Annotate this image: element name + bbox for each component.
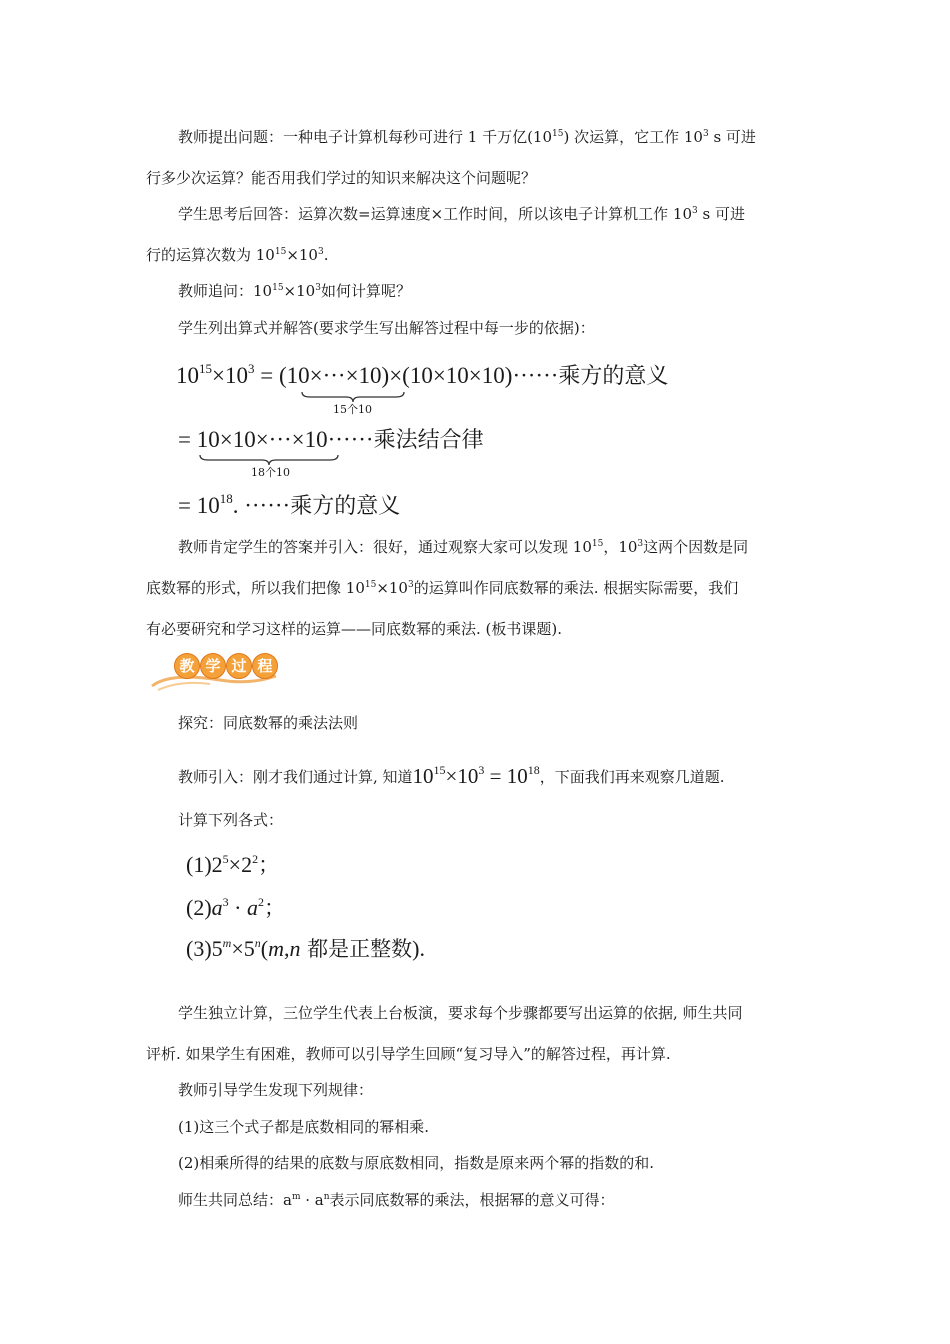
eq-text: 2 [211,852,223,877]
eq-reason: 乘方的意义 [290,494,401,519]
text: s 可进 [708,128,756,146]
superscript: 3 [222,895,229,909]
eq-text: ( [260,936,269,961]
eq-var: m [268,936,284,961]
paragraph-explore: 探究：同底数幂的乘法法则 [178,714,359,732]
superscript: 3 [407,580,414,590]
superscript: n [254,936,261,950]
paragraph-discover-rules: 教师引导学生发现下列规律： [178,1081,374,1099]
text: 这两个因数是同 [643,538,749,556]
eq-text: ×5 [231,936,255,961]
paragraph-compute: 计算下列各式： [178,811,284,829]
eq-text: ). [412,936,425,961]
paragraph-independent-calc: 学生独立计算，三位学生代表上台板演，要求每个步骤都要写出运算的依据, 师生共同 [178,1004,743,1022]
eq-text: = ( [254,363,287,388]
paragraph-question [178,127,756,147]
text: 师生共同总结：a [178,1191,292,1209]
superscript: 15 [272,283,284,293]
section-banner-teaching-process [150,650,280,692]
superscript: 3 [637,539,644,549]
paragraph-independent-calc-line2: 评析. 如果学生有困难，教师可以引导学生回顾“复习导入”的解答过程，再计算. [146,1045,671,1063]
eq-text: 5 [211,936,223,961]
text: 行的运算次数为 10 [146,246,275,264]
eq-text: ； [258,853,280,877]
superscript: m [222,936,232,950]
eq-text: 10 [412,764,434,788]
text: 教师追问：10 [178,282,273,300]
superscript: 18 [527,763,540,777]
eq-text: 10 [176,363,199,388]
paragraph-teacher-intro-line2 [146,578,738,598]
text: 学生思考后回答：运算次数=运算速度×工作时间，所以该电子计算机工作 10 [178,205,692,223]
superscript: 3 [692,206,698,216]
eq-var: a [246,895,258,920]
text: 的运算叫作同底数幂的乘法. 根据实际需要，我们 [413,579,739,597]
eq-text: ； [263,896,285,920]
text: · a [300,1191,324,1209]
banner-char: 过 [226,653,252,679]
superscript: 15 [591,539,604,549]
ex-number: (1) [186,852,212,877]
text: ) 次运算，它工作 10 [563,128,703,146]
eq-text: = 10 [178,493,220,518]
text: 如何计算呢？ [320,282,411,300]
text: ，10 [603,538,638,556]
banner-char: 程 [252,653,278,679]
text: 教师提出问题：一种电子计算机每秒可进行 1 千万亿(10 [178,128,553,146]
text: 底数幂的形式，所以我们把像 10 [146,579,365,597]
text: 教师引入：刚才我们通过计算, 知道 [178,768,413,786]
eq-text: ×10 [445,764,479,788]
eq-text: ······ [327,427,374,452]
superscript: 5 [222,852,229,866]
paragraph-teacher-intro [178,537,748,557]
paragraph-teacher-followup [178,281,411,301]
exercise-1 [186,852,279,878]
text: ，下面我们再来观察几道题. [539,768,725,786]
text: ×10 [286,246,318,264]
banner-char: 学 [200,653,226,679]
text: 表示同底数幂的乘法，根据幂的意义可得： [329,1191,615,1209]
superscript: 3 [317,247,324,257]
eq-var: a [211,895,223,920]
eq-text: ×2 [228,852,253,877]
exercise-2 [186,895,285,921]
eq-text: = [178,427,197,452]
eq-var: n [289,936,301,961]
eq-text: , [283,936,290,961]
exercise-3 [186,936,425,962]
superscript: 3 [315,283,321,293]
superscript: 2 [252,852,259,866]
superscript: 15 [364,580,377,590]
underbrace-2-label: 18个10 [251,466,290,479]
text: . [323,246,329,264]
superscript: 15 [199,361,212,376]
equation-line-1 [176,362,668,391]
superscript: 18 [219,491,233,506]
paragraph-rule-2: (2)相乘所得的结果的底数与原底数相同，指数是原来两个幂的指数的和. [178,1154,655,1172]
text: ×10 [376,579,408,597]
eq-text: )×(10×10×10)······ [381,363,559,388]
paragraph-student-answer-line2 [146,245,328,265]
eq-text: 都是正整数 [300,937,413,961]
equation-line-2 [178,426,484,455]
text: 教师肯定学生的答案并引入：很好，通过观察大家可以发现 10 [178,538,592,556]
eq-text: · [228,895,247,920]
text: s 可进 [697,205,745,223]
paragraph-question-line2: 行多少次运算？能否用我们学过的知识来解决这个问题呢？ [146,169,537,187]
equation-line-3 [178,492,400,521]
superscript: 3 [478,763,485,777]
paragraph-teacher-lead [178,763,725,788]
inline-equation [413,764,540,788]
paragraph-teacher-intro-line3: 有必要研究和学习这样的运算——同底数幂的乘法. (板书课题). [146,620,563,638]
eq-text: ×10 [212,363,248,388]
eq-reason: 乘法结合律 [373,428,484,453]
eq-group: 10×···×10 [286,363,382,388]
paragraph-student-answer [178,204,745,224]
superscript: 3 [247,361,255,376]
superscript: m [291,1192,301,1202]
eq-group: 10×10×···×10 [196,427,328,452]
eq-text: = 10 [484,764,528,788]
superscript: 2 [257,895,264,909]
ex-number: (3) [186,936,212,961]
superscript: 15 [433,763,446,777]
superscript: 15 [274,247,287,257]
eq-reason: 乘方的意义 [558,364,669,389]
superscript: n [323,1192,330,1202]
underbrace-1-label: 15个10 [333,403,372,416]
paragraph-rule-1: (1)这三个式子都是底数相同的幂相乘. [178,1118,430,1136]
paragraph-summary [178,1190,615,1210]
superscript: 15 [552,129,564,139]
ex-number: (2) [186,895,212,920]
paragraph-student-solution: 学生列出算式并解答(要求学生写出解答过程中每一步的依据)： [178,319,595,337]
banner-char: 教 [174,653,200,679]
eq-text: . ······ [232,493,291,518]
text: ×10 [283,282,316,300]
superscript: 3 [702,129,709,139]
